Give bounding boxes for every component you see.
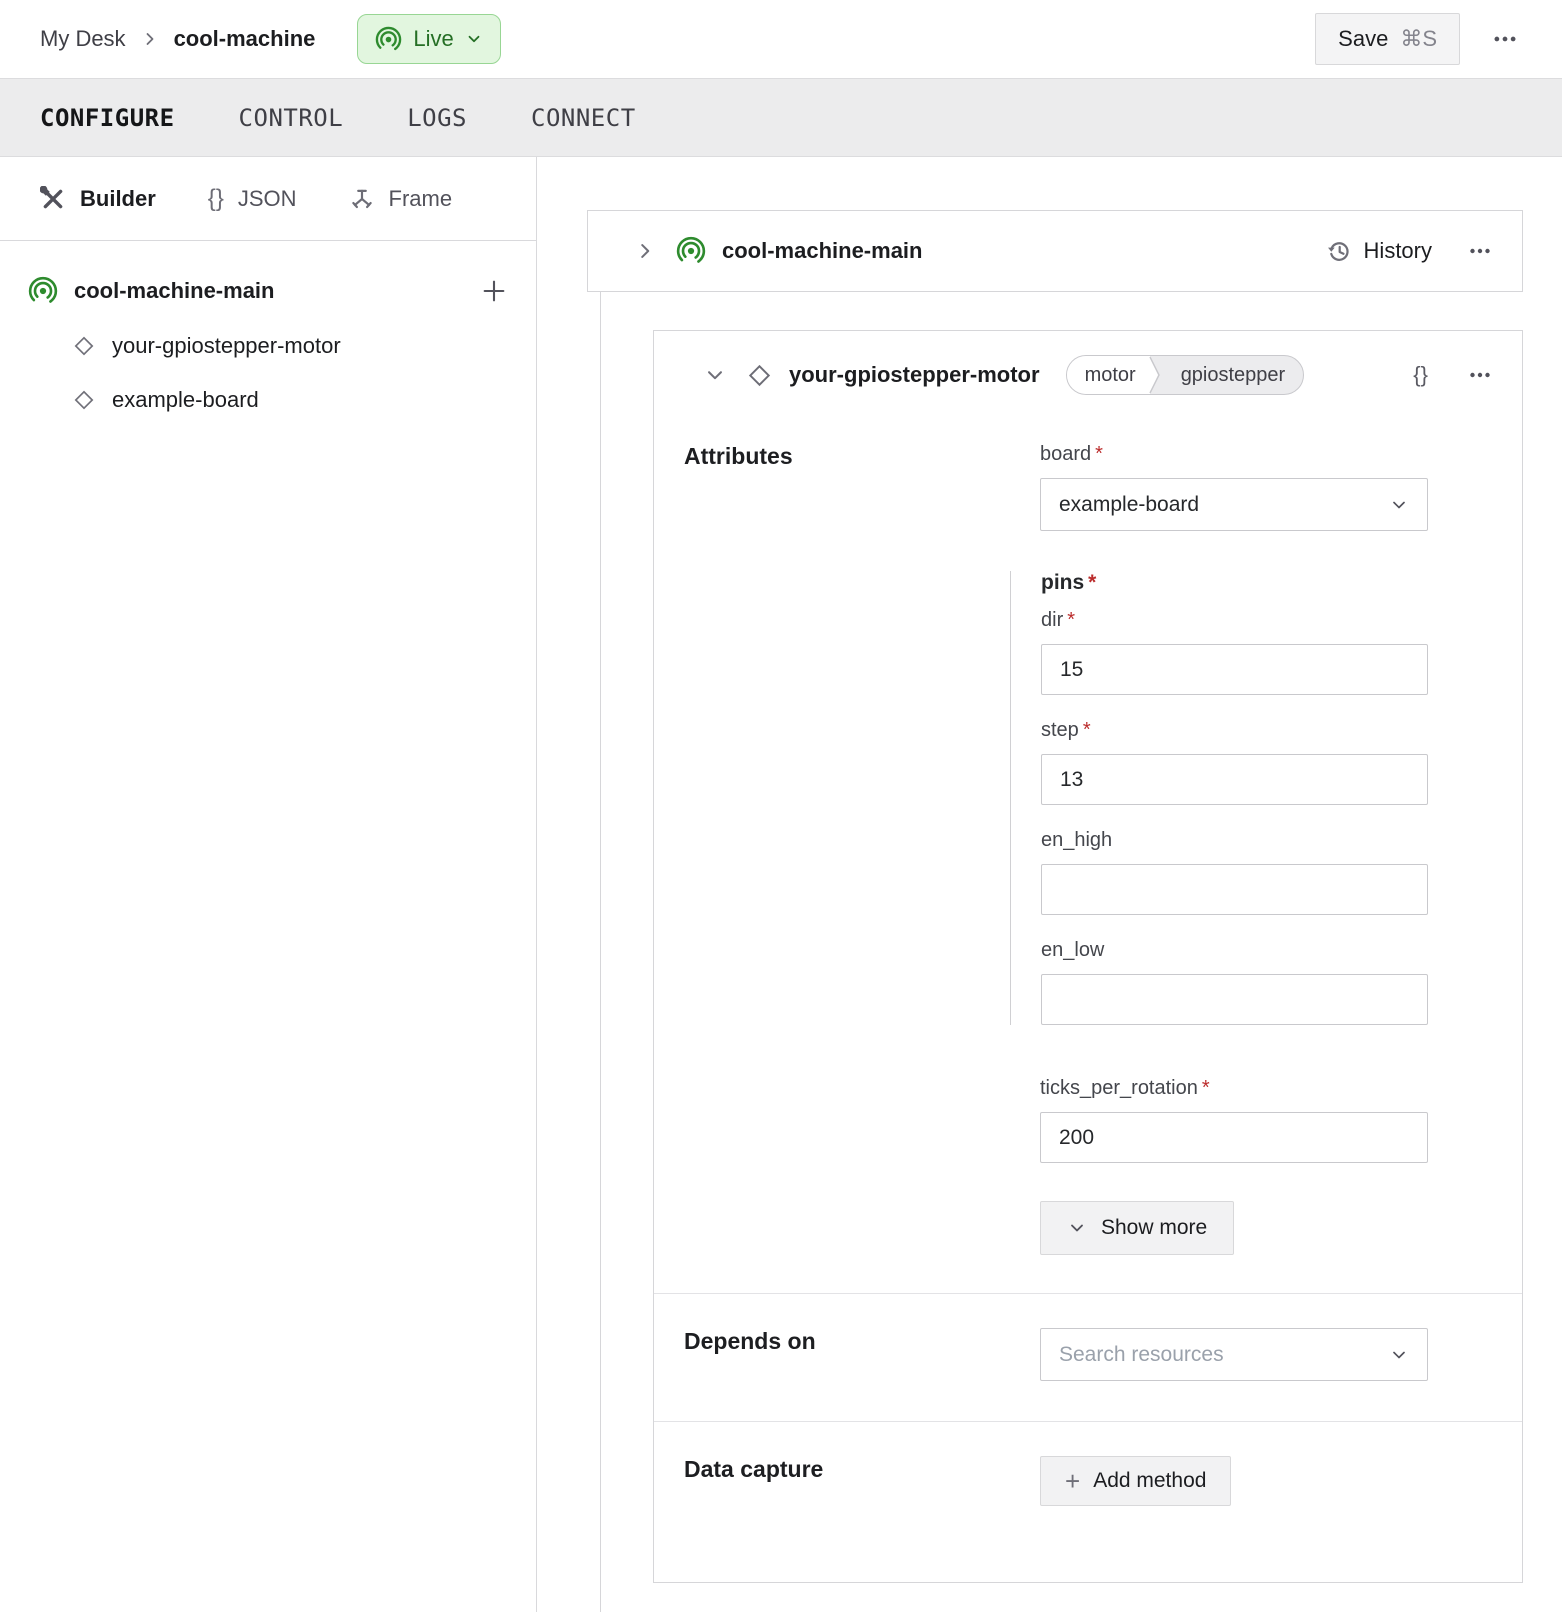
- dir-input[interactable]: [1041, 644, 1428, 695]
- sidebar-view-tabs: [0, 157, 536, 241]
- overflow-menu-button[interactable]: [1488, 22, 1522, 56]
- required-marker: *: [1201, 1077, 1210, 1099]
- en-low-label: en_low: [1041, 939, 1105, 961]
- view-tab-frame[interactable]: [349, 186, 453, 212]
- step-input[interactable]: [1041, 754, 1428, 805]
- tab-configure[interactable]: CONFIGURE: [40, 103, 175, 132]
- top-bar-actions: [1315, 13, 1522, 65]
- required-marker: *: [1095, 443, 1103, 465]
- config-main-panel: [537, 157, 1562, 1612]
- tree-item-label: cool-machine-main: [74, 278, 275, 303]
- ellipsis-icon: [1468, 239, 1492, 263]
- en-high-label: en_high: [1041, 829, 1113, 851]
- data-capture-heading: Data capture: [684, 1456, 824, 1482]
- tree-item-gpiostepper-motor[interactable]: [0, 319, 536, 373]
- config-sidebar: [0, 157, 537, 1612]
- live-status-label: Live: [413, 26, 454, 51]
- top-bar: [0, 0, 1562, 78]
- en-low-field: [1041, 939, 1428, 1025]
- component-card-header: [654, 331, 1522, 415]
- chevron-down-icon: [1389, 495, 1409, 515]
- pins-label: pins: [1041, 571, 1085, 594]
- diamond-icon: [72, 388, 96, 412]
- ticks-per-rotation-field: [1040, 1077, 1428, 1163]
- chevron-down-icon: [1389, 1345, 1409, 1365]
- data-capture-section: [654, 1421, 1522, 1582]
- viam-logo-icon: [28, 276, 58, 306]
- depends-on-select[interactable]: [1040, 1328, 1428, 1381]
- view-tab-builder[interactable]: [40, 186, 156, 212]
- component-menu-button[interactable]: [1464, 359, 1496, 391]
- tab-logs[interactable]: LOGS: [407, 103, 467, 132]
- history-clock-icon: [1325, 237, 1353, 265]
- board-select-value: example-board: [1059, 492, 1200, 516]
- view-tab-json-label: JSON: [237, 185, 297, 211]
- step-label: step: [1041, 719, 1079, 741]
- view-tab-json[interactable]: [208, 185, 297, 213]
- component-type-badge: [1066, 355, 1305, 395]
- save-button-label: Save: [1338, 26, 1389, 51]
- braces-icon: {}: [207, 184, 224, 212]
- tab-connect[interactable]: CONNECT: [531, 103, 636, 132]
- breadcrumb-root[interactable]: My Desk: [40, 26, 126, 51]
- plus-icon: +: [1065, 1466, 1081, 1496]
- tools-icon: [40, 186, 66, 212]
- depends-on-section: [654, 1293, 1522, 1421]
- chevron-down-icon: [704, 364, 726, 386]
- badge-type: motor: [1067, 356, 1150, 394]
- breadcrumb-machine-name: cool-machine: [173, 26, 316, 51]
- dir-label: dir: [1041, 609, 1064, 631]
- en-high-field: [1041, 829, 1428, 915]
- show-more-label: Show more: [1101, 1216, 1208, 1239]
- collapse-component-button[interactable]: [700, 360, 730, 390]
- badge-chevron-icon: [1149, 356, 1163, 394]
- machine-part-title: cool-machine-main: [722, 238, 923, 263]
- component-card: [653, 330, 1523, 1583]
- add-method-label: Add method: [1093, 1469, 1207, 1492]
- required-marker: *: [1088, 571, 1097, 594]
- tab-control[interactable]: CONTROL: [238, 103, 344, 132]
- json-braces-icon[interactable]: {}: [1413, 362, 1428, 387]
- live-status-dropdown[interactable]: [357, 14, 500, 64]
- view-tab-frame-label: Frame: [388, 185, 453, 211]
- board-select[interactable]: [1040, 478, 1428, 531]
- chevron-down-icon: [465, 30, 483, 48]
- badge-model: gpiostepper: [1180, 363, 1286, 386]
- attributes-section: [654, 415, 1522, 1293]
- depends-on-heading: Depends on: [684, 1328, 816, 1354]
- required-marker: *: [1067, 609, 1076, 631]
- add-resource-button[interactable]: [480, 277, 508, 305]
- view-tab-builder-label: Builder: [80, 185, 156, 211]
- part-menu-button[interactable]: [1464, 235, 1496, 267]
- required-marker: *: [1082, 719, 1091, 741]
- board-label: board: [1040, 443, 1092, 465]
- ellipsis-icon: [1468, 363, 1492, 387]
- tree-item-label: your-gpiostepper-motor: [112, 333, 341, 358]
- board-field: [1040, 443, 1428, 531]
- step-field: [1041, 719, 1428, 805]
- attributes-heading: Attributes: [684, 443, 793, 469]
- resource-tree: [0, 241, 536, 449]
- en-low-input[interactable]: [1041, 974, 1428, 1025]
- plus-icon: [480, 277, 508, 305]
- ticks-input[interactable]: [1040, 1112, 1428, 1163]
- add-method-button[interactable]: [1040, 1456, 1231, 1506]
- history-button[interactable]: [1325, 237, 1432, 265]
- tree-item-machine-main[interactable]: [0, 263, 536, 319]
- expand-part-button[interactable]: [630, 236, 660, 266]
- depends-on-placeholder: Search resources: [1059, 1342, 1224, 1366]
- viam-logo-icon: [676, 236, 706, 266]
- chevron-down-icon: [1067, 1218, 1087, 1238]
- tree-item-label: example-board: [112, 387, 259, 412]
- ticks-label: ticks_per_rotation: [1040, 1077, 1198, 1099]
- tree-item-example-board[interactable]: [0, 373, 536, 427]
- diamond-icon: [746, 362, 773, 389]
- show-more-button[interactable]: [1040, 1201, 1234, 1255]
- machine-nav-tabs: [0, 78, 1562, 157]
- diamond-icon: [72, 334, 96, 358]
- en-high-input[interactable]: [1041, 864, 1428, 915]
- history-label: History: [1363, 238, 1432, 263]
- part-children-thread: [600, 292, 1523, 1612]
- dir-field: [1041, 609, 1428, 695]
- ellipsis-icon: [1492, 26, 1518, 52]
- machine-part-card: [587, 210, 1523, 292]
- component-title: your-gpiostepper-motor: [789, 362, 1040, 387]
- save-shortcut-hint: ⌘S: [1400, 26, 1437, 51]
- save-button[interactable]: [1315, 13, 1460, 65]
- viam-logo-icon: [375, 26, 402, 53]
- breadcrumb: [40, 14, 501, 64]
- frame-axes-icon: [349, 186, 375, 212]
- breadcrumb-chevron-icon: [140, 29, 160, 49]
- pins-group: [1010, 571, 1428, 1025]
- chevron-right-icon: [634, 240, 656, 262]
